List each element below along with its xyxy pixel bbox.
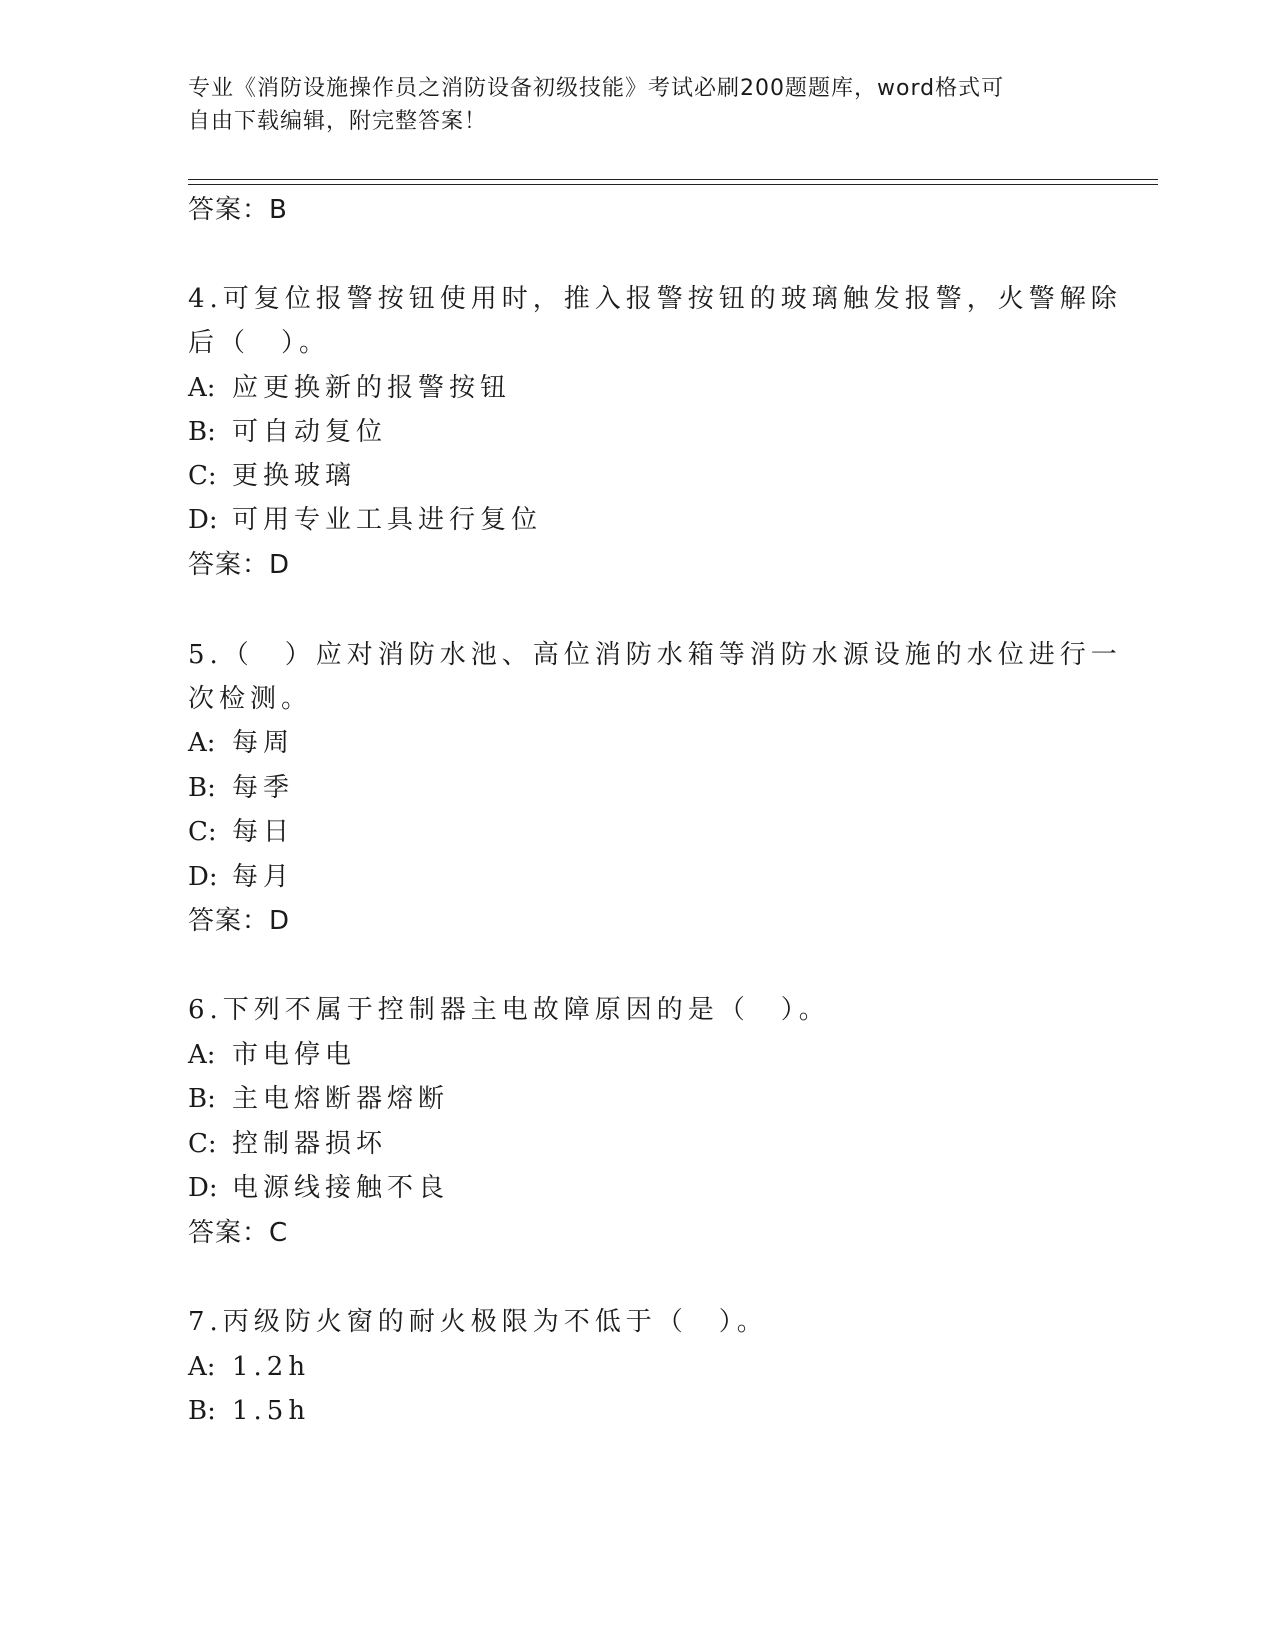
option-letter: B: <box>188 773 216 803</box>
q4-option-b <box>188 416 387 448</box>
q5-option-a <box>188 727 294 759</box>
option-text: 每日 <box>232 817 295 847</box>
option-letter: D: <box>188 1173 218 1203</box>
option-text: 可自动复位 <box>232 417 388 447</box>
option-text: 每季 <box>232 773 295 803</box>
q5-option-d <box>188 861 294 893</box>
q6-option-d <box>188 1172 449 1204</box>
header-line-1: 专业《消防设施操作员之消防设备初级技能》考试必刷200题题库，word格式可 <box>188 76 1005 101</box>
q5-option-c <box>188 816 294 848</box>
option-letter: A: <box>188 728 216 758</box>
q7-stem-line-1: 7.丙级防火窗的耐火极限为不低于（ ）。 <box>188 1307 768 1337</box>
q4-option-d <box>188 504 542 536</box>
q4-option-a <box>188 372 511 404</box>
q6-stem-line-1: 6.下列不属于控制器主电故障原因的是（ ）。 <box>188 995 830 1025</box>
option-letter: B: <box>188 1084 216 1114</box>
q5-stem-line-2: 次检测。 <box>188 684 313 714</box>
option-letter: C: <box>188 461 217 491</box>
option-letter: A: <box>188 1352 216 1382</box>
option-text: 控制器损坏 <box>232 1129 388 1159</box>
option-letter: A: <box>188 1040 216 1070</box>
option-letter: B: <box>188 417 216 447</box>
option-text: 应更换新的报警按钮 <box>232 373 512 403</box>
q5-stem-line-1: 5.（ ）应对消防水池、高位消防水箱等消防水源设施的水位进行一 <box>188 640 1122 670</box>
option-text: 每周 <box>232 728 295 758</box>
header-line-2: 自由下载编辑，附完整答案！ <box>188 109 488 134</box>
option-letter: D: <box>188 862 218 892</box>
option-letter: C: <box>188 817 217 847</box>
option-text: 电源线接触不良 <box>232 1173 450 1203</box>
option-letter: C: <box>188 1129 217 1159</box>
q6-option-a <box>188 1039 356 1071</box>
answer-q6: 答案：C <box>188 1218 289 1248</box>
option-text: 每月 <box>232 862 295 892</box>
header-divider-bottom <box>188 184 1158 185</box>
q4-stem-line-2: 后（ ）。 <box>188 328 331 358</box>
q6-option-c <box>188 1128 387 1160</box>
q7-option-a <box>188 1351 310 1383</box>
answer-q5: 答案：D <box>188 906 291 936</box>
q4-option-c <box>188 460 356 492</box>
answer-q3: 答案：B <box>188 195 288 225</box>
option-text: 主电熔断器熔断 <box>232 1084 450 1114</box>
option-letter: D: <box>188 505 218 535</box>
header-divider-top <box>188 179 1158 180</box>
document-header <box>188 72 1088 138</box>
option-text: 可用专业工具进行复位 <box>232 505 543 535</box>
q7-option-b <box>188 1395 310 1427</box>
option-text: 更换玻璃 <box>232 461 357 491</box>
option-text: 1.5h <box>232 1396 311 1426</box>
q5-option-b <box>188 772 294 804</box>
answer-q4: 答案：D <box>188 550 291 580</box>
option-text: 1.2h <box>232 1352 311 1382</box>
q4-stem-line-1: 4.可复位报警按钮使用时，推入报警按钮的玻璃触发报警，火警解除 <box>188 284 1122 314</box>
option-letter: A: <box>188 373 216 403</box>
q6-option-b <box>188 1083 449 1115</box>
option-text: 市电停电 <box>232 1040 357 1070</box>
option-letter: B: <box>188 1396 216 1426</box>
